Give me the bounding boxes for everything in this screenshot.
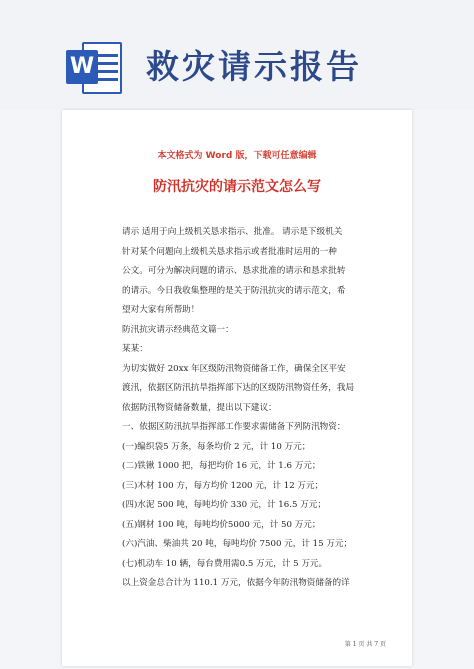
body-line: (七)机动车 10 辆，每台费用需0.5 万元，计 5 万元。 bbox=[122, 558, 328, 569]
body-line: 以上资金总合计为 110.1 万元，依据今年防汛物资储备的详 bbox=[122, 578, 350, 588]
page-number: 第 1 页 共 7 页 bbox=[344, 641, 386, 648]
body-line: 依据防汛物资储备数量，提出以下建议： bbox=[122, 402, 277, 413]
body-line: 为切实做好 20xx 年区级防汛物资储备工作，确保全区平安 bbox=[122, 363, 346, 374]
document-body bbox=[122, 223, 364, 594]
body-line: (六)汽油、柴油共 20 吨，每吨均价 7500 元，计 15 万元； bbox=[122, 539, 353, 549]
body-line: 的请示。今日我收集整理的是关于防汛抗灾的请示范文，希 bbox=[122, 285, 346, 296]
body-line: 防汛抗灾请示经典范文篇一： bbox=[122, 324, 234, 335]
header-banner bbox=[0, 0, 474, 110]
body-line: (一)编织袋5 万条，每条均价 2 元，计 10 万元； bbox=[122, 441, 311, 452]
word-icon bbox=[66, 40, 124, 96]
body-line: 公文。可分为解决问题的请示、恳求批准的请示和恳求批转 bbox=[122, 266, 346, 276]
document-page bbox=[62, 110, 412, 666]
document-heading: 防汛抗灾的请示范文怎么写 bbox=[153, 179, 321, 195]
word-icon-badge: W bbox=[66, 50, 98, 84]
body-line: 望对大家有所帮助！ bbox=[122, 305, 200, 315]
body-line: 一、依据区防汛抗旱指挥部工作要求需储备下列防汛物资： bbox=[122, 422, 346, 432]
body-line: (四)水泥 500 吨，每吨均价 330 元，计 16.5 万元； bbox=[122, 500, 326, 510]
document-title: 救灾请示报告 bbox=[146, 47, 362, 86]
body-line: (二)铁锹 1000 把，每把均价 16 元，计 1.6 万元； bbox=[122, 461, 321, 471]
body-line: 渡汛，依据区防汛抗旱指挥部下达的区级防汛物资任务，我局 bbox=[122, 383, 355, 393]
body-line: (三)木材 100 方，每方均价 1200 元，计 12 万元； bbox=[122, 480, 324, 491]
body-line: (五)钢材 100 吨，每吨均价5000 元，计 50 万元； bbox=[122, 519, 321, 530]
body-line: 某某： bbox=[122, 344, 148, 354]
body-line: 针对某个问题向上级机关恳求指示或者批准时运用的一种 bbox=[122, 246, 337, 257]
body-line: 请示 适用于向上级机关恳求指示、批准。 请示是下级机关 bbox=[122, 227, 343, 237]
format-note: 本文格式为 Word 版，下载可任意编辑 bbox=[157, 151, 317, 161]
